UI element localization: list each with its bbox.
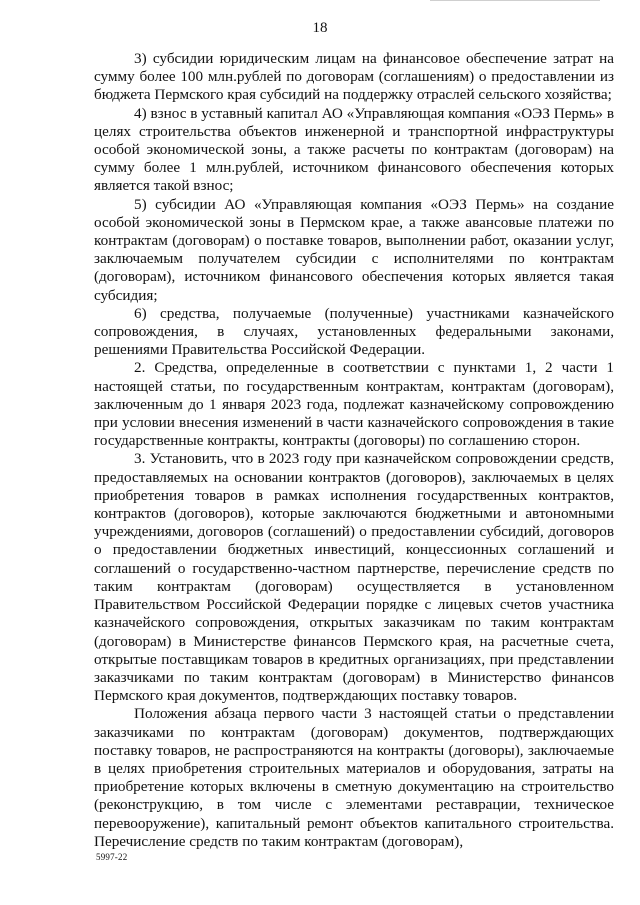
paragraph-part-2: 2. Средства, определенные в соответствии с пунктами 1, 2 части 1 настоящей статьи, по государственным контрактам, контрактам (договорам), заключенным до 1 января 2023 года, подлежат казначейскому сопровождению при условии внесения изменений в части казначейского сопровождения в такие государственные контракты, контракты (договоры) по соглашению сторон. [94, 359, 614, 450]
document-code: 5997-22 [96, 852, 128, 862]
paragraph-item-4: 4) взнос в уставный капитал АО «Управляющая компания «ОЭЗ Пермь» в целях строительства объектов инженерной и транспортной инфраструктуры особой экономической зоны, а также расчеты по контрактам (договорам) на сумму более 1 млн.рублей, источником финансового обеспечения которых является такой взнос; [94, 104, 614, 195]
page-number: 18 [312, 20, 328, 36]
paragraph-item-3: 3) субсидии юридическим лицам на финансовое обеспечение затрат на сумму более 100 млн.рублей по договорам (соглашениям) о предоставлении из бюджета Пермского края субсидий на поддержку отраслей сельского хозяйства; [94, 50, 614, 104]
paragraph-item-6: 6) средства, получаемые (полученные) участниками казначейского сопровождения, в случаях, установленных федеральными законами, решениями Правительства Российской Федерации. [94, 304, 614, 359]
paragraph-part-3: 3. Установить, что в 2023 году при казначейском сопровождении средств, предоставляемых на основании контрактов (договоров), заключаемых в целях приобретения товаров в рамках исполнения государственных контрактов, контрактов (договоров), которые заключаются бюджетными и автономными учреждениями, договоров (соглашений) о предоставлении субсидий, договоров о предоставлении бюджетных инвестиций, концессионных соглашений и соглашений о государственно-частном партнерстве, перечисление средств по таким контрактам (договорам) осуществляется в установленном Правительством Российской Федерации порядке с лицевых счетов участника казначейского сопровождения, открытых заказчикам по таким контрактам (договорам) в Министерстве финансов Пермского края, на расчетные счета, открытые поставщикам товаров в кредитных организациях, при представлении заказчиками по таким контрактам (договорам) в Министерство финансов Пермского края документов, подтверждающих поставку товаров. [94, 450, 614, 705]
paragraph-part-3-provisions: Положения абзаца первого части 3 настоящей статьи о представлении заказчиками по контрактам (договорам) документов, подтверждающих поставку товаров, не распространяются на контракты (договоры), заключаемые в целях приобретения строительных материалов и оборудования, затраты на приобретение которых включены в сметную документацию на строительство (реконструкцию, в том числе с элементами реставрации, техническое перевооружение), капитальный ремонт объектов капитального строительства. Перечисление средств по таким контрактам (договорам), [94, 705, 614, 850]
top-edge-mark [430, 0, 600, 5]
document-body [94, 50, 614, 851]
paragraph-item-5: 5) субсидии АО «Управляющая компания «ОЭЗ Пермь» на создание особой экономической зоны в Пермском крае, а также авансовые платежи по контрактам (договорам) о поставке товаров, выполнении работ, оказании услуг, заключаемым получателем субсидии с исполнителями по контрактам (договорам), источником финансового обеспечения которых является такая субсидия; [94, 195, 614, 304]
